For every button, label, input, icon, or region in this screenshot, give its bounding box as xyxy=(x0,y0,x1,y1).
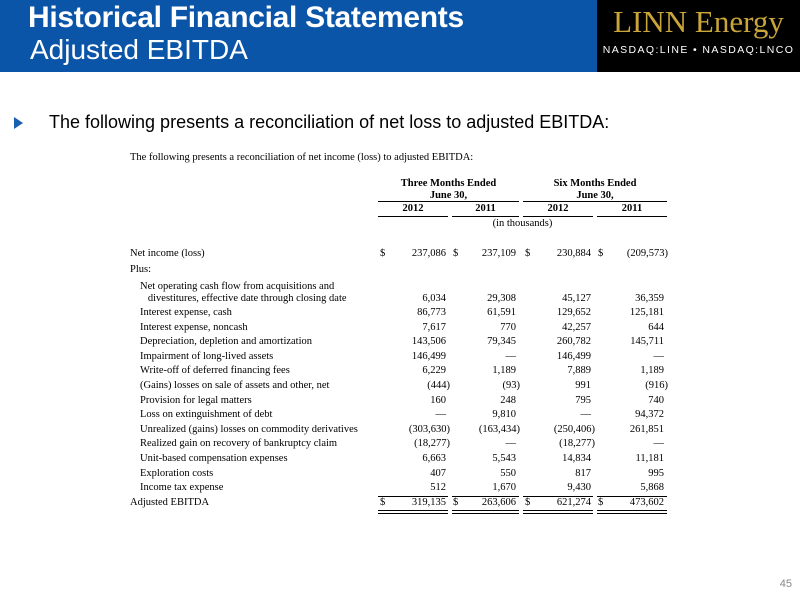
table-row xyxy=(0,395,800,409)
table-row xyxy=(0,281,800,307)
group-header-rule xyxy=(523,201,667,202)
cell-value: 473,602 xyxy=(629,496,664,508)
cell-value: 5,868 xyxy=(640,482,664,494)
cell-value: (18,277) xyxy=(559,438,595,450)
total-rule-double xyxy=(378,510,448,514)
cell-value: (303,630) xyxy=(408,423,450,435)
cell-value: 146,499 xyxy=(556,350,591,362)
cell-value: 263,606 xyxy=(481,496,516,508)
table-row xyxy=(0,453,800,467)
cell-value: 1,189 xyxy=(640,365,664,377)
group-header xyxy=(523,178,667,202)
cell-value: (18,277) xyxy=(414,438,450,450)
cell-value: 248 xyxy=(500,394,516,406)
cell-value: 5,543 xyxy=(492,453,516,464)
year-rule xyxy=(378,216,448,217)
group-header-line: Six Months Ended xyxy=(553,178,637,189)
cell-value: 817 xyxy=(575,467,591,479)
slide-subtitle: Adjusted EBITDA xyxy=(30,34,248,65)
cell-value: 407 xyxy=(430,467,446,479)
dollar-sign: $ xyxy=(598,496,604,508)
cell-value: 129,652 xyxy=(556,307,591,318)
cell-value: 42,257 xyxy=(562,321,591,333)
table-row xyxy=(0,497,800,511)
year-header: 2012 xyxy=(402,203,424,214)
cell-value: 29,308 xyxy=(487,293,516,304)
cell-value: 11,181 xyxy=(635,453,664,464)
row-label: Unit-based compensation expenses xyxy=(140,453,288,464)
group-header-line: Three Months Ended xyxy=(400,178,497,189)
row-label: Exploration costs xyxy=(140,467,214,479)
cell-value: — xyxy=(580,409,591,421)
year-rule xyxy=(523,216,593,217)
row-label: Net income (loss) xyxy=(130,248,205,259)
row-label: Income tax expense xyxy=(140,482,224,494)
cell-value: 237,109 xyxy=(481,248,516,259)
cell-value: 230,884 xyxy=(556,248,591,259)
cell-value: 644 xyxy=(648,321,664,333)
cell-value: — xyxy=(653,350,664,362)
cell-value: 621,274 xyxy=(556,496,591,508)
row-label: Interest expense, cash xyxy=(140,307,232,318)
cell-value: 260,782 xyxy=(556,336,591,348)
cell-value: — xyxy=(505,438,516,450)
cell-value: 991 xyxy=(575,380,591,391)
cell-value: 770 xyxy=(500,321,516,333)
dollar-sign: $ xyxy=(525,496,531,508)
row-label: Unrealized (gains) losses on commodity derivatives xyxy=(140,423,358,435)
total-rule-double xyxy=(523,510,593,514)
cell-value: 86,773 xyxy=(417,307,446,318)
row-label: Net operating cash flow from acquisitions and divestitures, effective date through closing date xyxy=(140,281,347,304)
row-label: Write-off of deferred financing fees xyxy=(140,365,290,377)
logo-ticker: NASDAQ:LINE • NASDAQ:LNCO xyxy=(602,44,795,56)
dollar-sign: $ xyxy=(380,248,386,259)
group-header-line: June 30, xyxy=(576,190,614,201)
table-row xyxy=(0,409,800,423)
cell-value: 79,345 xyxy=(487,336,516,348)
cell-value: 14,834 xyxy=(562,453,591,464)
group-header xyxy=(378,178,519,202)
cell-value: 145,711 xyxy=(630,336,664,348)
page-number: 45 xyxy=(779,578,792,590)
table-row xyxy=(0,424,800,438)
table-row xyxy=(0,380,800,394)
slide-title: Historical Financial Statements xyxy=(28,1,464,34)
cell-value: 319,135 xyxy=(411,496,446,508)
year-header: 2011 xyxy=(475,203,496,214)
table-row xyxy=(0,351,800,365)
year-header: 2012 xyxy=(547,203,569,214)
cell-value: 261,851 xyxy=(629,423,664,435)
table-row xyxy=(0,248,800,262)
bullet-text: The following presents a reconciliation of net loss to adjusted EBITDA: xyxy=(49,112,610,132)
group-header-line: June 30, xyxy=(429,190,468,201)
group-header-rule xyxy=(378,201,519,202)
cell-value: (444) xyxy=(427,380,450,391)
table-row xyxy=(0,482,800,496)
row-label: Loss on extinguishment of debt xyxy=(140,409,273,421)
table-row xyxy=(0,438,800,452)
cell-value: 6,034 xyxy=(422,293,446,304)
cell-value: 61,591 xyxy=(487,307,516,318)
cell-value: 1,189 xyxy=(492,365,516,377)
row-label: Plus: xyxy=(130,264,152,275)
cell-value: 143,506 xyxy=(411,336,446,348)
table-row xyxy=(0,264,800,278)
row-label: Impairment of long-lived assets xyxy=(140,350,274,362)
cell-value: 795 xyxy=(575,394,591,406)
dollar-sign: $ xyxy=(453,248,459,259)
dollar-sign: $ xyxy=(598,248,604,259)
cell-value: (916) xyxy=(645,380,668,391)
cell-value: 6,663 xyxy=(422,453,446,464)
cell-value: (250,406) xyxy=(553,423,595,435)
cell-value: 94,372 xyxy=(635,409,664,421)
cell-value: 45,127 xyxy=(562,293,591,304)
dollar-sign: $ xyxy=(525,248,531,259)
cell-value: (93) xyxy=(502,380,520,391)
cell-value: 9,810 xyxy=(492,409,516,421)
cell-value: — xyxy=(505,350,516,362)
cell-value: (209,573) xyxy=(626,248,668,259)
cell-value: 6,229 xyxy=(422,365,446,377)
cell-value: 9,430 xyxy=(567,482,591,494)
table-row xyxy=(0,307,800,321)
table-row xyxy=(0,468,800,482)
cell-value: 160 xyxy=(430,394,446,406)
cell-value: 237,086 xyxy=(411,248,446,259)
cell-value: — xyxy=(435,409,446,421)
cell-value: 125,181 xyxy=(629,307,664,318)
cell-value: 550 xyxy=(500,467,516,479)
year-header: 2011 xyxy=(621,203,643,214)
total-rule-double xyxy=(597,510,667,514)
cell-value: — xyxy=(653,438,664,450)
year-rule xyxy=(452,216,519,217)
cell-value: 995 xyxy=(648,467,664,479)
total-rule-top xyxy=(597,496,667,497)
row-label: Depreciation, depletion and amortization xyxy=(140,336,313,348)
cell-value: 36,359 xyxy=(635,293,664,304)
table-row xyxy=(0,365,800,379)
cell-value: 740 xyxy=(648,394,664,406)
units-label: (in thousands) xyxy=(492,218,553,229)
logo-name: LINN Energy xyxy=(613,4,784,39)
table-row xyxy=(0,322,800,336)
cell-value: (163,434) xyxy=(478,423,520,435)
row-label: Realized gain on recovery of bankruptcy claim xyxy=(140,438,338,450)
row-label: Adjusted EBITDA xyxy=(130,496,210,508)
table-intro: The following presents a reconciliation of net income (loss) to adjusted EBITDA: xyxy=(130,152,474,163)
total-rule-double xyxy=(452,510,519,514)
year-rule xyxy=(597,216,667,217)
table-row xyxy=(0,336,800,350)
cell-value: 146,499 xyxy=(411,350,446,362)
cell-value: 7,617 xyxy=(422,321,446,333)
dollar-sign: $ xyxy=(453,496,459,508)
row-label: (Gains) losses on sale of assets and other, net xyxy=(140,380,330,391)
dollar-sign: $ xyxy=(380,496,386,508)
row-label: Interest expense, noncash xyxy=(140,321,248,333)
cell-value: 7,889 xyxy=(567,365,591,377)
row-label: Provision for legal matters xyxy=(140,394,252,406)
cell-value: 1,670 xyxy=(492,482,516,494)
cell-value: 512 xyxy=(430,482,446,494)
